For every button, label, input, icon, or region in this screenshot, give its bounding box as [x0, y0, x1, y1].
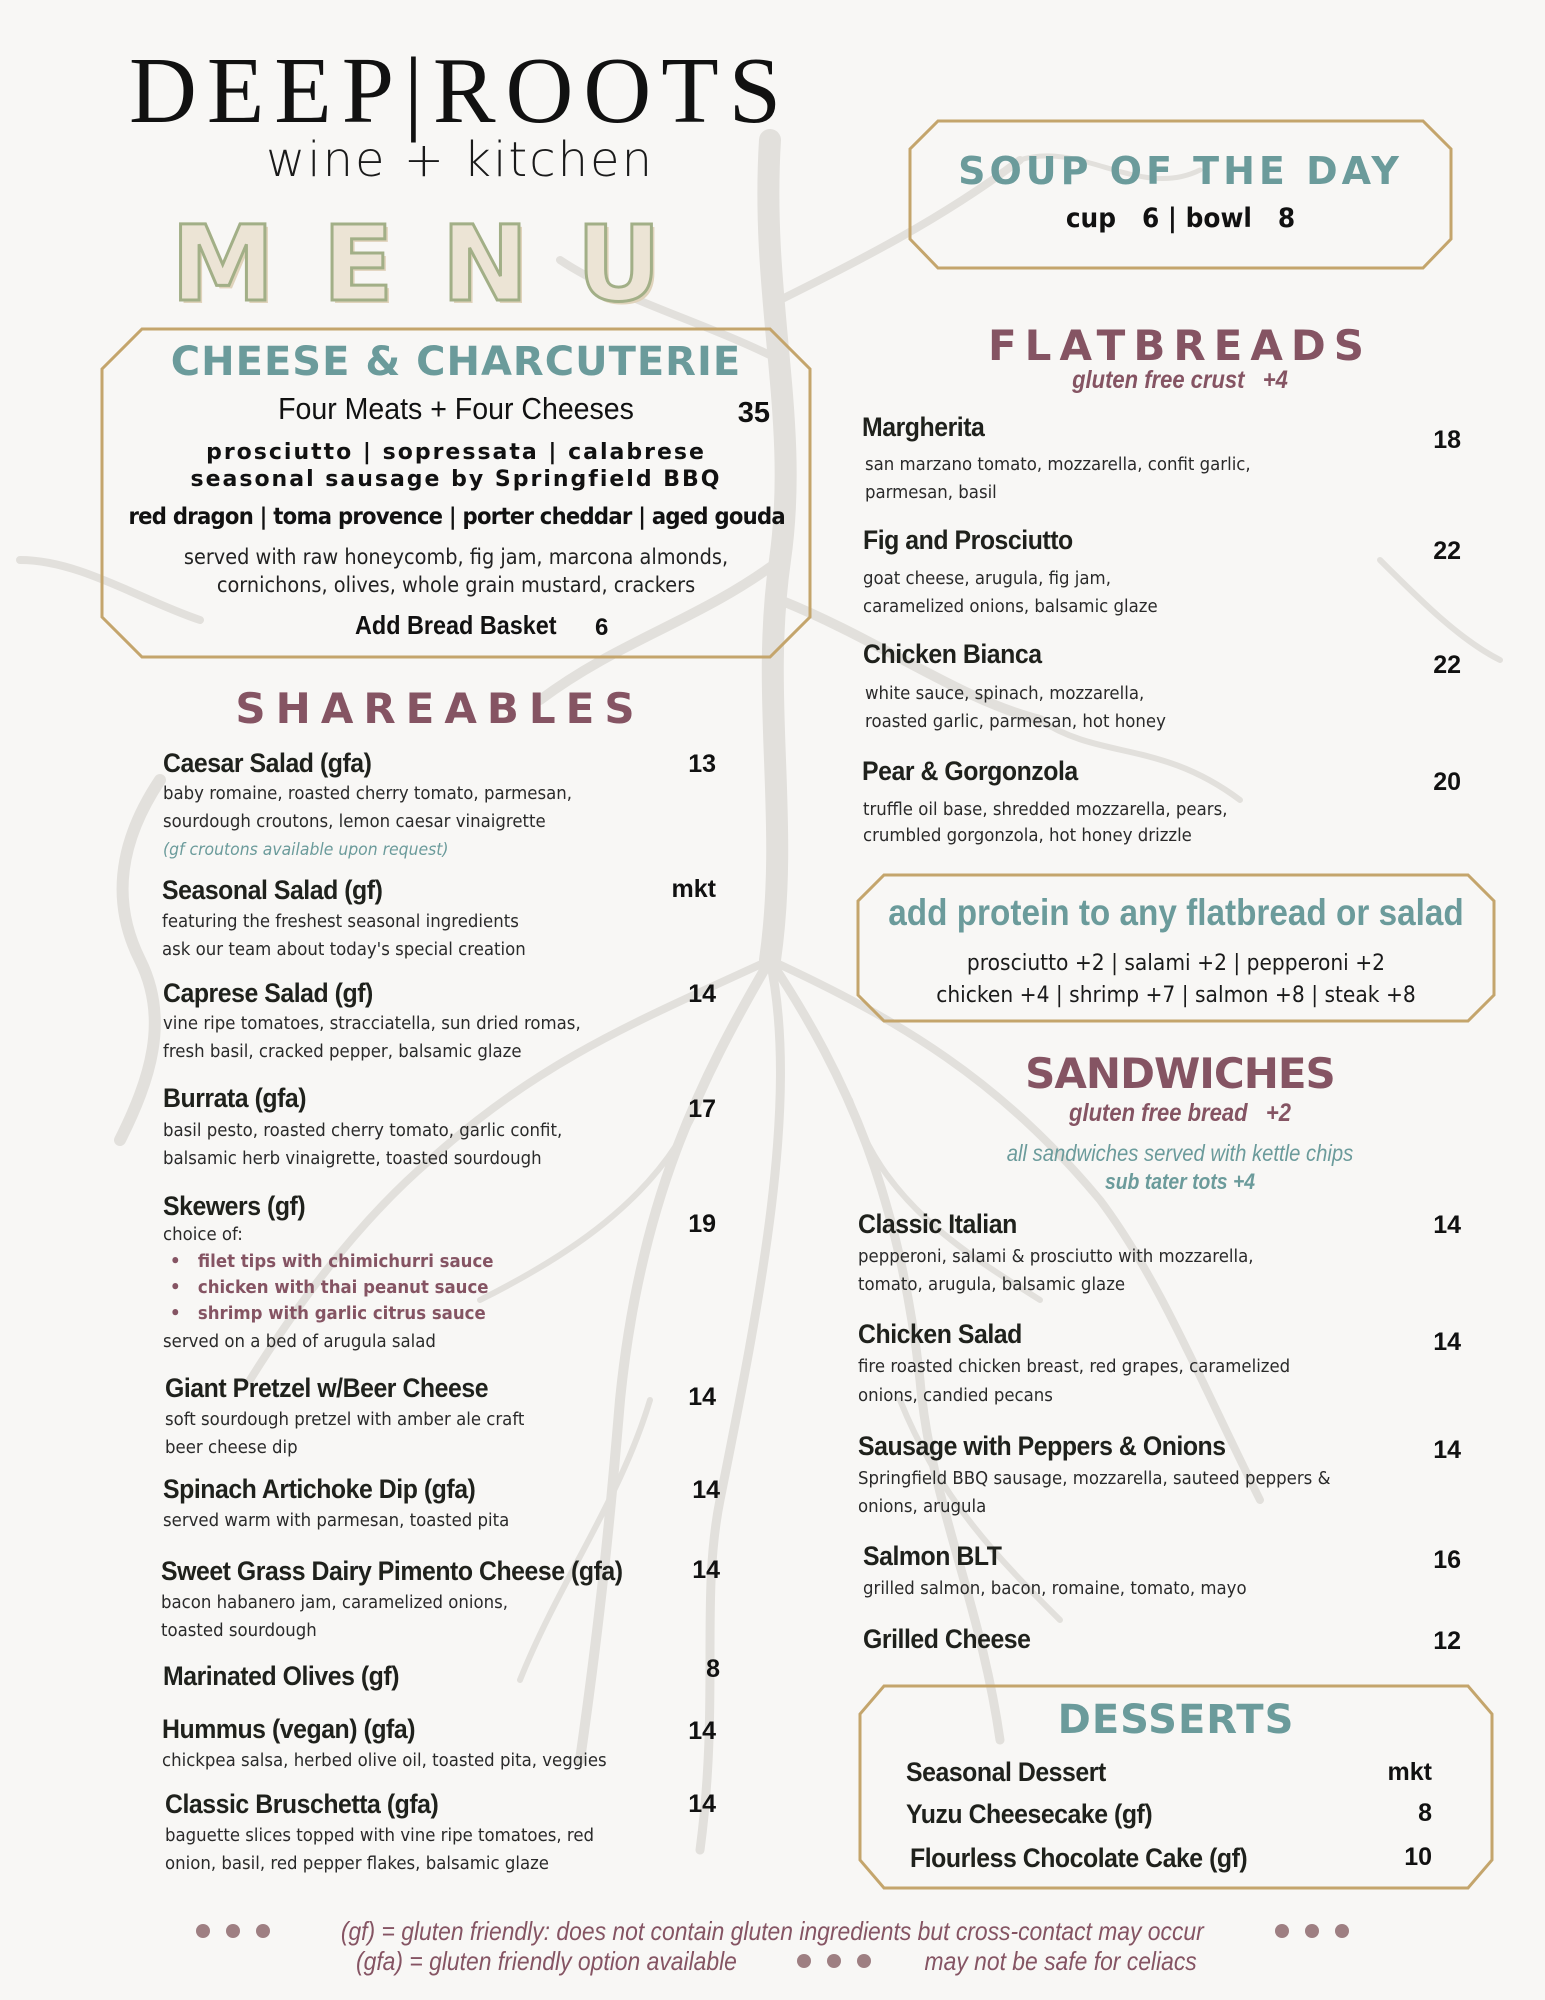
- item-price: 18: [1433, 426, 1461, 454]
- cheese-cheeses-line: red dragon | toma provence | porter cheddar | aged gouda: [128, 504, 785, 530]
- sandwiches-note: all sandwiches served with kettle chips: [1006, 1140, 1354, 1166]
- cheese-meats-line2: seasonal sausage by Springfield BBQ: [190, 467, 722, 492]
- item-price: 20: [1433, 768, 1461, 796]
- item-name: Chicken Salad: [858, 1319, 1022, 1349]
- item-price: mkt: [671, 875, 716, 903]
- item-desc: san marzano tomato, mozzarella, confit garlic,: [865, 454, 1251, 475]
- item-desc: soft sourdough pretzel with amber ale craft: [165, 1409, 525, 1430]
- footer-line2: [0, 1948, 1545, 1974]
- item-desc: chickpea salsa, herbed olive oil, toasted pita, veggies: [162, 1750, 607, 1771]
- item-name: Fig and Prosciutto: [863, 525, 1073, 555]
- gfa-definition: (gfa) = gluten friendly option available: [355, 1946, 737, 1976]
- dot-icon: [196, 1924, 210, 1938]
- celiac-warning: may not be safe for celiacs: [924, 1946, 1197, 1976]
- item-name: Hummus (vegan) (gfa): [162, 1714, 416, 1744]
- item-desc: grilled salmon, bacon, romaine, tomato, mayo: [863, 1578, 1247, 1599]
- item-price: 22: [1433, 651, 1461, 679]
- item-price: 12: [1433, 1627, 1461, 1655]
- item-desc: caramelized onions, balsamic glaze: [863, 596, 1158, 617]
- item-name: Giant Pretzel w/Beer Cheese: [165, 1373, 489, 1403]
- item-name: Spinach Artichoke Dip (gfa): [163, 1474, 476, 1504]
- dot-icon: [1335, 1924, 1349, 1938]
- menu-heading: MENU: [170, 203, 710, 325]
- item-desc: beer cheese dip: [165, 1437, 298, 1458]
- item-name: Skewers (gf): [163, 1191, 306, 1221]
- item-price: 14: [692, 1476, 720, 1504]
- menu-item-caesar-salad: [163, 750, 390, 777]
- add-protein-title: add protein to any flatbread or salad: [888, 892, 1464, 933]
- item-desc: balsamic herb vinaigrette, toasted sourdough: [163, 1148, 542, 1169]
- item-desc: goat cheese, arugula, fig jam,: [863, 568, 1111, 589]
- flatbreads-subtitle: gluten free crust +4: [1072, 366, 1288, 394]
- item-desc: crumbled gorgonzola, hot honey drizzle: [863, 825, 1192, 846]
- bullet-icon: •: [170, 1277, 198, 1298]
- item-desc: sourdough croutons, lemon caesar vinaigrette: [163, 811, 546, 832]
- dot-icon: [226, 1924, 240, 1938]
- item-name: Burrata (gfa): [163, 1083, 307, 1113]
- dot-icon: [797, 1954, 811, 1968]
- item-desc: truffle oil base, shredded mozzarella, pears,: [863, 799, 1228, 820]
- item-name: Sweet Grass Dairy Pimento Cheese (gfa): [161, 1556, 623, 1586]
- item-desc: roasted garlic, parmesan, hot honey: [865, 711, 1166, 732]
- bullet-icon: •: [170, 1251, 198, 1272]
- sandwiches-section-title: SANDWICHES: [1025, 1049, 1335, 1098]
- item-name: Caesar Salad (gfa): [163, 748, 372, 778]
- item-price: 19: [688, 1210, 716, 1238]
- item-desc: basil pesto, roasted cherry tomato, garlic confit,: [163, 1120, 563, 1141]
- item-price: 17: [688, 1095, 716, 1123]
- item-price: 14: [688, 1717, 716, 1745]
- item-name: Pear & Gorgonzola: [862, 756, 1078, 786]
- item-price: 8: [706, 1655, 720, 1683]
- brand-tagline: wine + kitchen: [266, 132, 654, 188]
- item-desc: tomato, arugula, balsamic glaze: [858, 1274, 1126, 1295]
- item-name: Yuzu Cheesecake (gf): [906, 1799, 1153, 1829]
- soup-box: [908, 119, 1453, 270]
- item-price: 13: [688, 750, 716, 778]
- item-desc: Springfield BBQ sausage, mozzarella, sauteed peppers &: [858, 1468, 1331, 1489]
- item-name: Chicken Bianca: [863, 639, 1042, 669]
- item-desc: onions, arugula: [858, 1496, 987, 1517]
- item-desc: vine ripe tomatoes, stracciatella, sun dried romas,: [163, 1013, 581, 1034]
- item-desc: parmesan, basil: [865, 482, 997, 503]
- item-name: Salmon BLT: [863, 1541, 1002, 1571]
- item-desc: choice of:: [163, 1224, 243, 1245]
- dot-icon: [256, 1924, 270, 1938]
- bread-basket-price: 6: [595, 614, 609, 641]
- item-name: Classic Bruschetta (gfa): [165, 1789, 439, 1819]
- item-desc: fresh basil, cracked pepper, balsamic glaze: [163, 1041, 522, 1062]
- soup-section-title: SOUP OF THE DAY: [958, 149, 1403, 193]
- cheese-meats-line1: prosciutto | sopressata | calabrese: [206, 440, 706, 465]
- item-price: 22: [1433, 537, 1461, 565]
- dot-icon: [827, 1954, 841, 1968]
- item-price: 10: [1404, 1843, 1432, 1871]
- cheese-section-title: CHEESE & CHARCUTERIE: [170, 339, 742, 385]
- cheese-board-name: Four Meats + Four Cheeses: [278, 391, 634, 426]
- cheese-served-line1: served with raw honeycomb, fig jam, marcona almonds,: [183, 545, 729, 569]
- cheese-served-line2: cornichons, olives, whole grain mustard, crackers: [216, 573, 696, 597]
- item-desc: onion, basil, red pepper flakes, balsamic glaze: [165, 1853, 549, 1874]
- item-desc: baguette slices topped with vine ripe tomatoes, red: [165, 1825, 595, 1846]
- item-price: 14: [688, 1383, 716, 1411]
- flatbreads-section-title: FLATBREADS: [987, 321, 1372, 370]
- item-desc: pepperoni, salami & prosciutto with mozzarella,: [858, 1246, 1254, 1267]
- protein-options-line2: chicken +4 | shrimp +7 | salmon +8 | steak +8: [936, 983, 1416, 1008]
- item-price: 14: [1433, 1436, 1461, 1464]
- item-price: 14: [688, 980, 716, 1008]
- skewer-option: • filet tips with chimichurri sauce: [170, 1251, 494, 1272]
- item-price: 14: [688, 1790, 716, 1818]
- item-desc: fire roasted chicken breast, red grapes, caramelized: [858, 1356, 1291, 1377]
- item-note: (gf croutons available upon request): [163, 840, 449, 860]
- footer-line1: [0, 1918, 1545, 1944]
- skewer-option: • shrimp with garlic citrus sauce: [170, 1303, 486, 1324]
- sandwiches-subtitle: gluten free bread +2: [1069, 1099, 1291, 1127]
- item-desc: bacon habanero jam, caramelized onions,: [161, 1592, 509, 1613]
- brand-title: DEEP|ROOTS: [129, 39, 791, 143]
- item-name: Grilled Cheese: [863, 1624, 1031, 1654]
- cheese-board-price: 35: [737, 397, 770, 429]
- bullet-icon: •: [170, 1303, 198, 1324]
- item-name: Sausage with Peppers & Onions: [858, 1431, 1226, 1461]
- item-desc: served on a bed of arugula salad: [163, 1331, 436, 1352]
- item-price: 14: [1433, 1328, 1461, 1356]
- item-price: mkt: [1387, 1758, 1432, 1786]
- item-desc: toasted sourdough: [161, 1620, 317, 1641]
- item-desc: baby romaine, roasted cherry tomato, parmesan,: [163, 783, 572, 804]
- dot-icon: [1275, 1924, 1289, 1938]
- dot-icon: [857, 1954, 871, 1968]
- bread-basket-label: Add Bread Basket: [355, 610, 557, 640]
- skewer-option: • chicken with thai peanut sauce: [170, 1277, 489, 1298]
- item-price: 16: [1433, 1546, 1461, 1574]
- item-name: Flourless Chocolate Cake (gf): [910, 1843, 1248, 1873]
- item-price: 8: [1418, 1799, 1432, 1827]
- gf-definition: (gf) = gluten friendly: does not contain gluten ingredients but cross-contact may occur: [341, 1916, 1204, 1946]
- octagon-border: [908, 119, 1453, 270]
- soup-prices: cup 6 | bowl 8: [1065, 203, 1296, 234]
- item-price: 14: [1433, 1211, 1461, 1239]
- item-name: Caprese Salad (gf): [163, 978, 373, 1008]
- item-name: Marinated Olives (gf): [163, 1661, 400, 1691]
- item-name: Margherita: [862, 412, 985, 442]
- item-name: Seasonal Salad (gf): [162, 875, 383, 905]
- desserts-section-title: DESSERTS: [1057, 1697, 1295, 1743]
- item-desc: served warm with parmesan, toasted pita: [163, 1510, 510, 1531]
- dot-icon: [1305, 1924, 1319, 1938]
- item-desc: ask our team about today's special creation: [162, 939, 526, 960]
- sandwiches-tots-note: sub tater tots +4: [1104, 1169, 1256, 1194]
- item-desc: onions, candied pecans: [858, 1385, 1053, 1406]
- item-desc: featuring the freshest seasonal ingredients: [162, 911, 519, 932]
- item-name: Seasonal Dessert: [906, 1757, 1106, 1787]
- item-desc: white sauce, spinach, mozzarella,: [865, 683, 1145, 704]
- protein-options-line1: prosciutto +2 | salami +2 | pepperoni +2: [966, 951, 1386, 976]
- shareables-section-title: SHAREABLES: [235, 684, 645, 733]
- item-name: Classic Italian: [858, 1209, 1017, 1239]
- item-price: 14: [692, 1556, 720, 1584]
